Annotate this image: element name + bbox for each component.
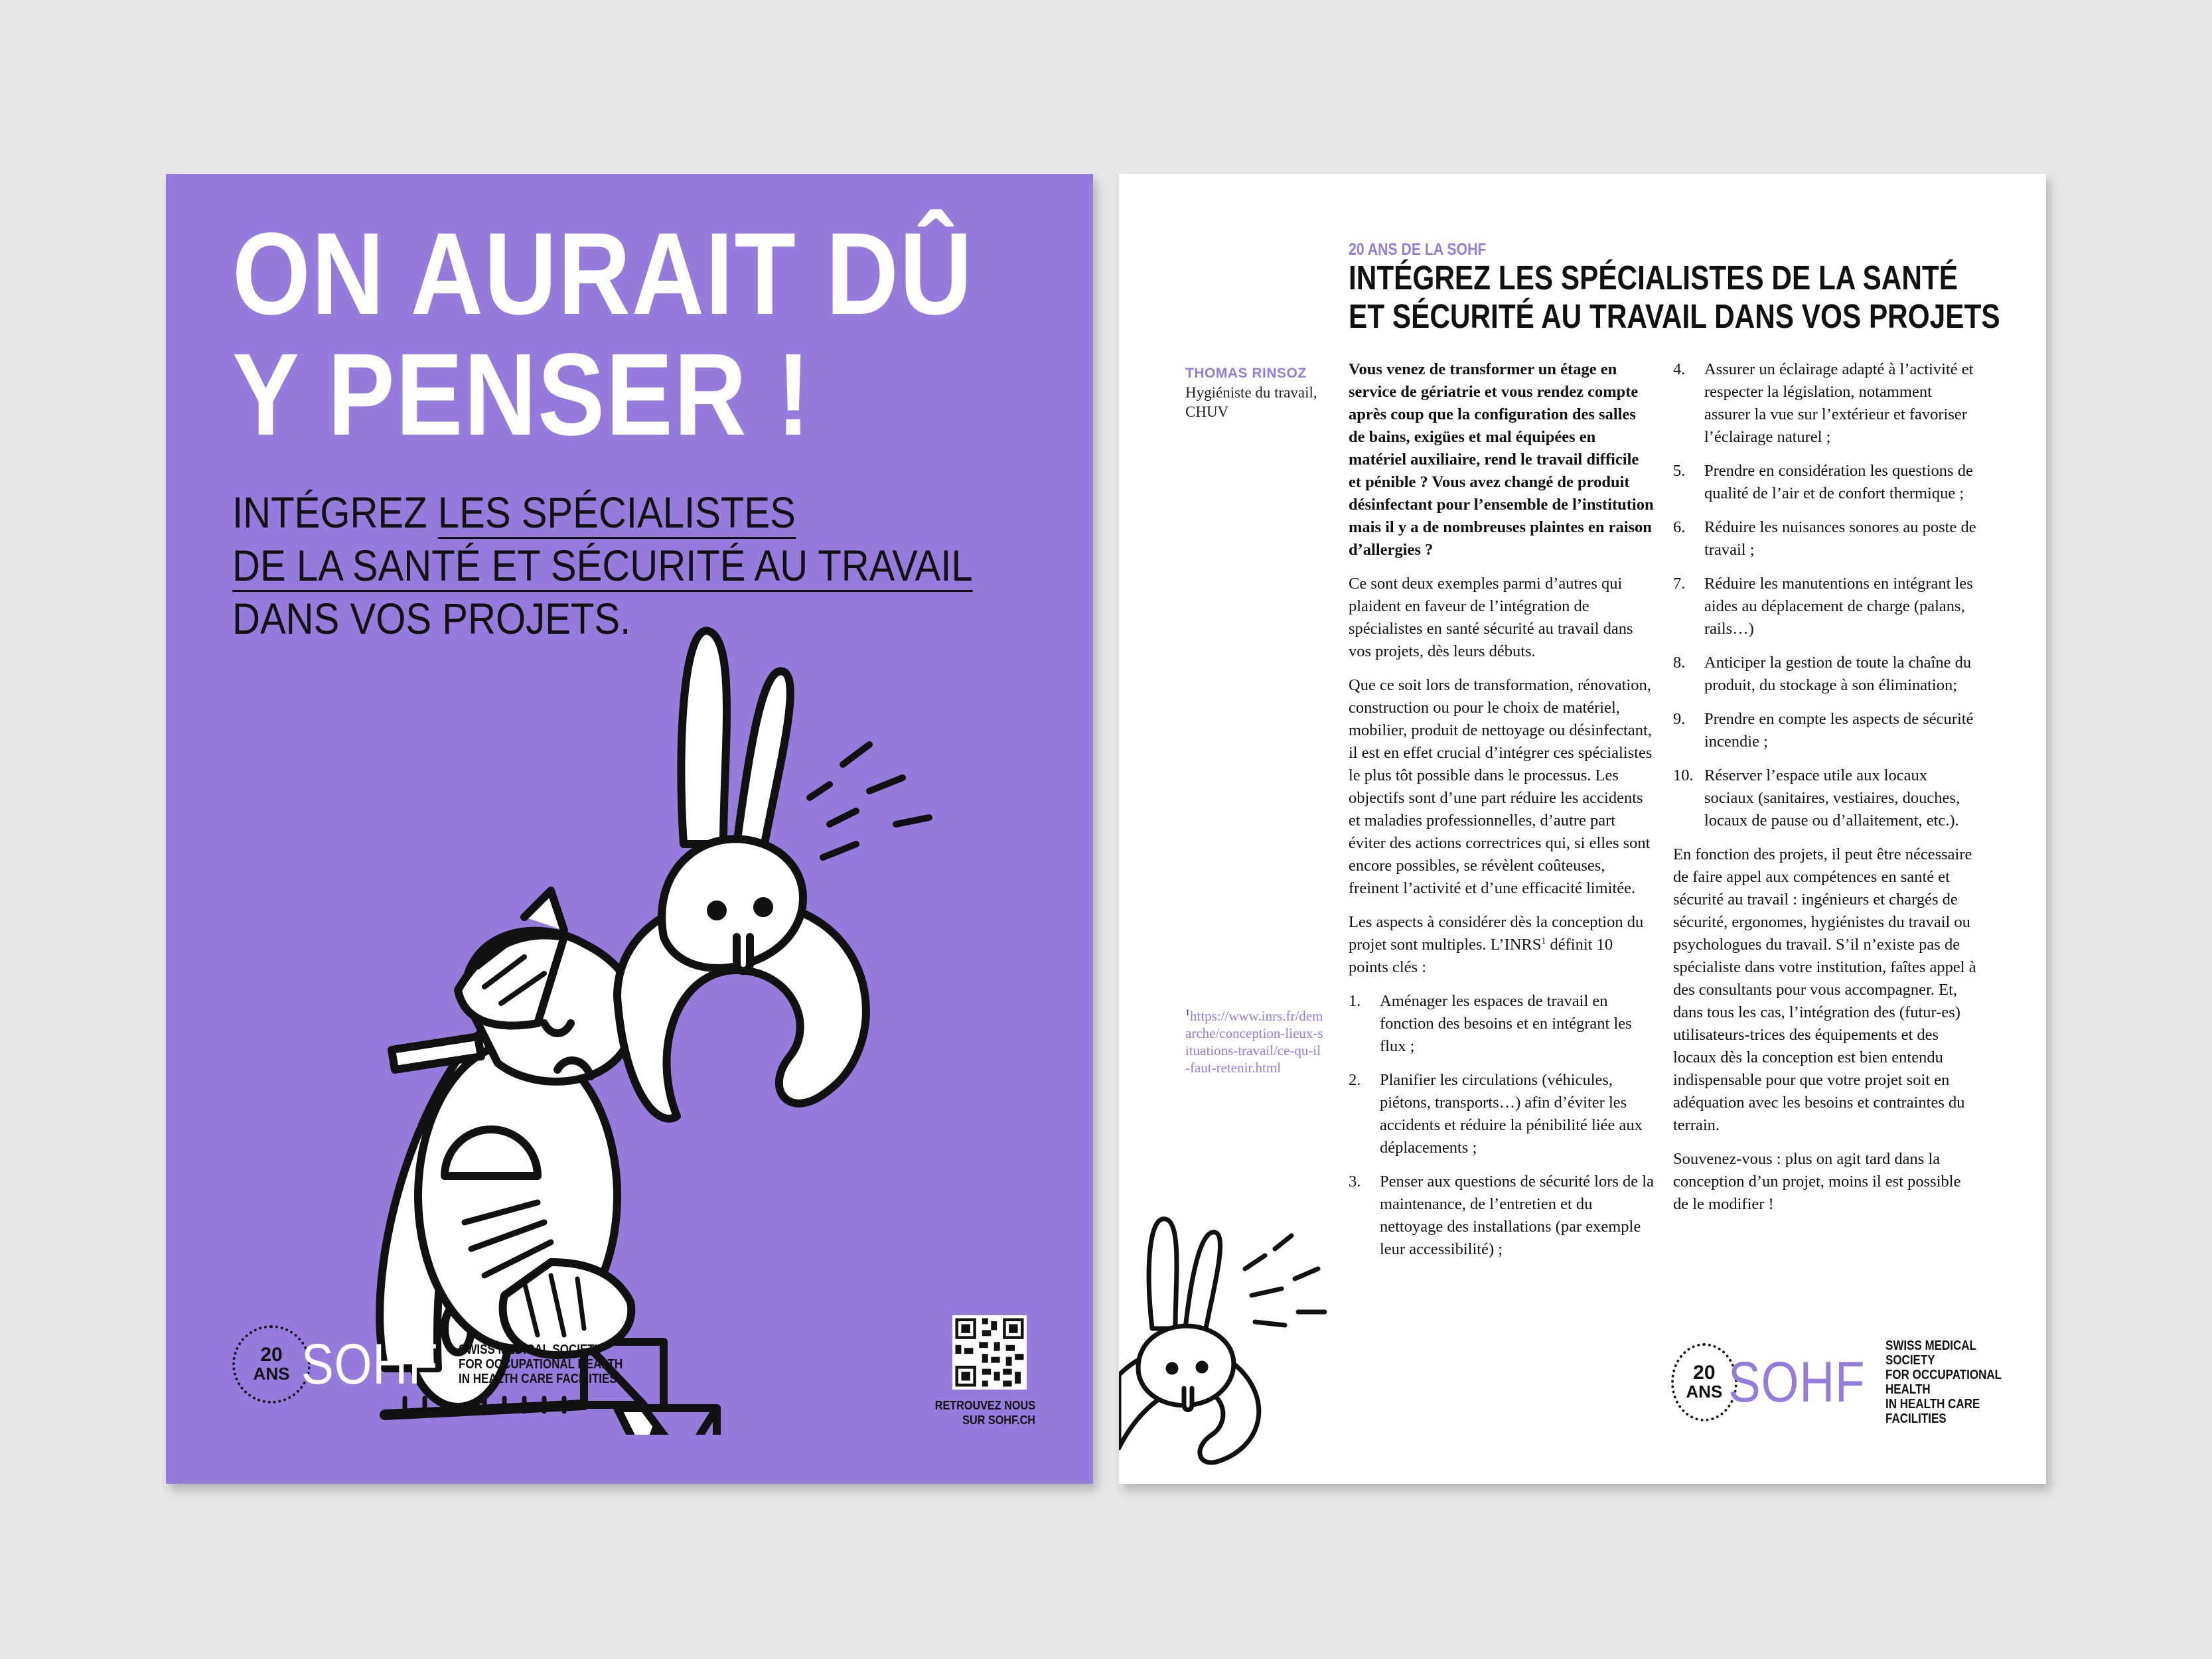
author-name: THOMAS RINSOZ: [1185, 366, 1307, 381]
article-title-line: INTÉGREZ LES SPÉCIALISTES DE LA SANTÉ: [1349, 259, 1958, 297]
qr-caption-line[interactable]: SUR SOHF.CH: [962, 1413, 1035, 1427]
list-number: 4.: [1673, 360, 1686, 378]
list-item: [1673, 573, 1980, 640]
badge-word: ANS: [253, 1364, 290, 1384]
footnote-link[interactable]: https://www.inrs.fr/demarche/conception-lieux-situations-travail/ce-qu-il-faut-retenir.html: [1185, 1008, 1323, 1076]
key-points-list-b: [1673, 358, 1980, 832]
footnote-reference[interactable]: 1: [1541, 936, 1546, 946]
list-item: [1349, 990, 1655, 1058]
list-number: 9.: [1673, 710, 1686, 728]
logo-tagline: [459, 1342, 623, 1386]
subline-part-2: DE LA SANTÉ ET SÉCURITÉ AU TRAVAIL: [232, 541, 973, 592]
logo-tagline-line: SWISS MEDICAL SOCIETY: [1885, 1338, 1976, 1368]
anniversary-badge: [1671, 1343, 1737, 1421]
list-number: 3.: [1349, 1173, 1361, 1190]
subline-part-3: DANS VOS PROJETS.: [232, 594, 631, 643]
illustration-bunny: [1119, 1189, 1338, 1481]
anniversary-badge: [232, 1325, 311, 1404]
list-number: 10.: [1673, 766, 1694, 784]
article-column-1: [1349, 358, 1655, 1272]
badge-number: 20: [1693, 1362, 1716, 1384]
list-text: Anticiper la gestion de toute la chaîne du produit, du stockage à son élimination;: [1704, 654, 1972, 694]
sohf-logo: [232, 1325, 652, 1404]
list-number: 1.: [1349, 992, 1361, 1010]
list-item: [1673, 358, 1980, 449]
qr-caption-line: RETROUVEZ NOUS: [934, 1399, 1035, 1412]
article-paragraph: Souvenez-vous : plus on agit tard dans la conception d’un projet, moins il est possible de le modifier !: [1673, 1150, 1961, 1213]
list-item: [1673, 708, 1980, 753]
list-text: Aménager les espaces de travail en fonction des besoins et en intégrant les flux ;: [1380, 992, 1632, 1055]
article-paragraph: [1349, 911, 1655, 979]
article-title-line: ET SÉCURITÉ AU TRAVAIL DANS VOS PROJETS: [1349, 297, 2000, 335]
logo-tagline-line: FOR OCCUPATIONAL HEALTH: [1885, 1368, 2002, 1397]
author-role: Hygiéniste du travail, CHUV: [1185, 384, 1317, 420]
list-number: 8.: [1673, 654, 1686, 672]
article-paragraph: En fonction des projets, il peut être nécessaire de faire appel aux compétences en santé et sécurité au travail : ingénieurs et chargés de sécurité, ergonomes, hygiénistes du travail ou psychologues du travail. S’il n’existe pas de spécialiste dans votre institution, faîtes appel à des consultants pour vous accompagner. Et, dans tous les cas, l’intégration des (futur-es) utilisateurs-trices des équipements et des locaux dès la conception est bien entendu indispensable pour que votre projet soit en adéquation avec les besoins et contraintes du terrain.: [1673, 845, 1976, 1134]
list-number: 7.: [1673, 575, 1686, 593]
logo-tagline-line: IN HEALTH CARE FACILITIES: [1885, 1397, 1980, 1426]
list-number: 6.: [1673, 518, 1686, 536]
illustration-wheelchair-bunny: [365, 625, 1029, 1435]
article-page: [1119, 174, 2046, 1484]
subline-part-1: INTÉGREZ: [232, 488, 438, 537]
sohf-logo: [1671, 1338, 2046, 1426]
article-title: [1349, 259, 2000, 336]
key-points-list-a: [1349, 990, 1655, 1261]
list-item: [1349, 1069, 1655, 1159]
list-text: Prendre en considération les questions de qualité de l’air et de confort thermique ;: [1704, 462, 1973, 502]
badge-number: 20: [260, 1344, 283, 1366]
article-intro: Vous venez de transformer un étage en service de gériatrie et vous rendez compte après coup que la configuration des salles de bains, exigües et mal équipées en matériel auxiliaire, rend le travail difficile et pénible ? Vous avez changé de produit désinfectant pour l’ensemble de l’institution mais il y a de nombreuses plaintes en raison d’allergies ?: [1349, 360, 1654, 559]
article-paragraph: Ce sont deux exemples parmi d’autres qui plaident en faveur de l’intégration de spécialistes en santé sécurité au travail dans vos projets, dès leurs débuts.: [1349, 575, 1633, 660]
qr-caption: [922, 1398, 1035, 1427]
qr-code-icon[interactable]: [952, 1315, 1027, 1390]
list-item: [1673, 764, 1980, 832]
headline-line-1: ON AURAIT DÛ: [232, 209, 974, 339]
poster-subline: [232, 486, 973, 645]
logo-wordmark: SOHF: [301, 1332, 439, 1396]
article-column-2: [1673, 358, 1980, 1227]
logo-tagline: [1885, 1338, 2022, 1426]
paragraph-text: définit 10 points clés :: [1349, 936, 1613, 976]
author-block: [1185, 364, 1325, 421]
list-text: Réduire les manutentions en intégrant les aides au déplacement de charge (palans, rails…): [1704, 575, 1973, 638]
list-text: Réserver l’espace utile aux locaux sociaux (sanitaires, vestiaires, douches, locaux de pause ou d’allaitement, etc.).: [1704, 766, 1960, 830]
list-text: Assurer un éclairage adapté à l’activité et respecter la législation, notamment assurer la vue sur l’extérieur et favoriser l’éclairage naturel ;: [1704, 360, 1974, 446]
list-item: [1673, 460, 1980, 505]
footnote-mark: 1: [1185, 1008, 1190, 1018]
subline-part-underlined: LES SPÉCIALISTES: [438, 488, 796, 539]
list-number: 2.: [1349, 1071, 1361, 1089]
list-item: [1349, 1171, 1655, 1261]
list-text: Réduire les nuisances sonores au poste de travail ;: [1704, 518, 1976, 559]
headline-line-2: Y PENSER !: [232, 330, 812, 460]
article-paragraph: Que ce soit lors de transformation, rénovation, construction ou pour le choix de matériel, mobilier, produit de nettoyage ou désinfectant, il est en effet crucial d’intégrer ces spécialistes le plus tôt possible dans le processus. Les objectifs sont d’une part réduire les accidents et maladies professionnelles, d’autre part éviter des actions correctrices qui, si elles sont encore possibles, se révèlent coûteuses, freinent l’activité et d’une efficacité limitée.: [1349, 676, 1653, 897]
poster-page: [166, 174, 1093, 1484]
list-item: [1673, 516, 1980, 561]
logo-tagline-line: SWISS MEDICAL SOCIETY: [458, 1342, 602, 1357]
paragraph-text: Les aspects à considérer dès la conception du projet sont multiples. L’INRS: [1349, 913, 1644, 954]
logo-wordmark: SOHF: [1728, 1350, 1866, 1414]
list-text: Prendre en compte les aspects de sécurité incendie ;: [1704, 710, 1974, 751]
logo-tagline-line: FOR OCCUPATIONAL HEALTH: [458, 1357, 623, 1372]
logo-tagline-line: IN HEALTH CARE FACILITIES: [458, 1372, 617, 1386]
poster-headline: [232, 209, 974, 460]
badge-word: ANS: [1686, 1382, 1723, 1402]
list-number: 5.: [1673, 462, 1686, 480]
list-item: [1673, 652, 1980, 697]
list-text: Planifier les circulations (véhicules, piétons, transports…) afin d’éviter les accidents et réduire la pénibilité liée aux déplacements ;: [1380, 1071, 1643, 1157]
list-text: Penser aux questions de sécurité lors de la maintenance, de l’entretien et du nettoyage des installations (par exemple leur accessibilité) ;: [1380, 1173, 1654, 1258]
footnote: [1185, 1007, 1325, 1076]
article-kicker: 20 ANS DE LA SOHF: [1349, 240, 1487, 259]
